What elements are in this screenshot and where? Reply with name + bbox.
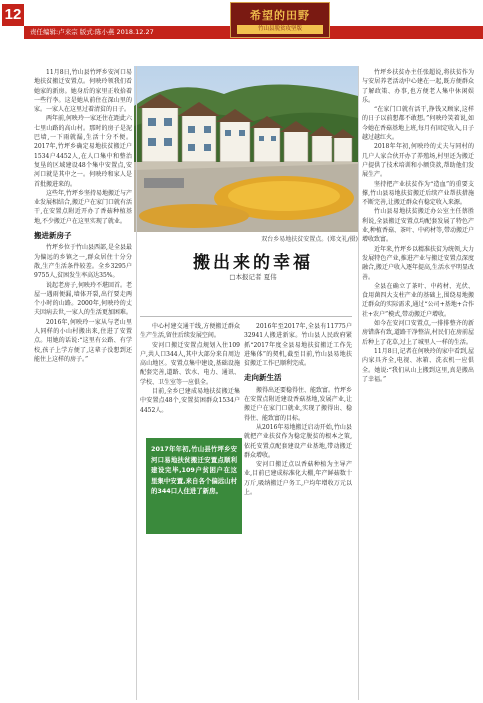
paragraph: 11月8日,竹山县竹坪乡安河口易地扶贫搬迁安置点。何映玲领我们看她家的新房。她身后的家里正收拾着一些行李。这是她从前住在深山里的家。一家人在这里过着清贫的日子。	[34, 69, 132, 114]
column-divider	[136, 66, 137, 700]
headline-rule	[140, 316, 352, 317]
article-column-4	[362, 68, 474, 700]
paragraph: 11月8日,记者在何映玲的家中看到,屋内家具齐全,电视、冰箱、洗衣机一应俱全。她说:“我们从山上搬到这里,真是搬出了幸福。”	[362, 347, 474, 383]
paragraph: 坚持把产业扶贫作为“造血”的重要支撑,竹山县易地扶贫搬迁后续产业帮扶措施不断完善,让搬迁群众有稳定收入来源。	[362, 180, 474, 207]
paragraph: 中心村建交通干线,方便搬迁群众生产生活,留住后续发展空间。	[140, 323, 240, 340]
section-banner	[230, 2, 330, 38]
page-number: 12	[2, 4, 24, 26]
paragraph: “在家门口就有活干,挣钱又顾家,这样的日子以前想都不敢想。”何映玲笑着说,如今她在香菇基地上班,每月有固定收入,日子越过越红火。	[362, 106, 474, 142]
paragraph: 这些年,竹坪乡坚持易地搬迁与产业发展相结合,搬迁户在家门口就有活干,在安置点附近开办了香菇种植基地,不少搬迁户在这里实现了就业。	[34, 189, 132, 225]
paragraph: 竹山县易地扶贫搬迁办公室主任蔡胜利说,全县搬迁安置点均配套发展了特色产业,种植香菇、茶叶、中药材等,带动搬迁户增收致富。	[362, 208, 474, 244]
paragraph: 2016年,何映玲一家从与老山里人同样的小山村搬出来,住进了安置点。用她的话说:“这里有公路、有学校,孩子上学方便了,这辈子没想到还能住上这样的房子。”	[34, 318, 132, 363]
paragraph: 竹坪乡位于竹山县西部,是全县最为偏远的乡镇之一,群众居住十分分散,生产生活条件较差。全乡3295户9755人,贫困发生率高达35%。	[34, 244, 132, 280]
editors-line: 责任编辑:卢来宗 版式:陈小燕 2018.12.27	[30, 28, 154, 36]
article-headline: 搬出来的幸福	[193, 253, 313, 273]
subheading: 走向新生活	[244, 373, 282, 383]
article-column-3	[244, 322, 352, 700]
section-title: 希望的田野	[250, 9, 310, 22]
paragraph: 全县在确立了茶叶、中药材、光伏、食用菌四大支柱产业的基础上,围绕易地搬迁群众的实际需求,通过“公司+基地+合作社+农户”模式,带动搬迁户增收。	[362, 282, 474, 318]
paragraph: 如今在安河口安置点,一排排整齐的新房错落有致,道路干净整洁,村民们在房前屋后种上了花草,过上了城里人一样的生活。	[362, 320, 474, 346]
article-photo	[134, 66, 358, 232]
highlight-box: 2017年年初,竹山县竹坪乡安河口易地扶贫搬迁安置点顺利建设完毕,109户贫困户在这里集中安置,来自各个偏远山村的344口人住进了新房。	[146, 438, 242, 534]
section-subtitle: 竹山县脱贫攻坚版	[237, 25, 323, 34]
article-column-1	[34, 68, 132, 700]
paragraph: 说起老房子,何映玲不堪回首。老屋一遇雨便漏,墙体开裂,出行要走两个小时的山路。2000年,何映玲的丈夫因病去世,一家人的生活更加困难。	[34, 281, 132, 317]
paragraph: 目前,全乡已建成易地扶贫搬迁集中安置点48个,安置贫困群众1534户4452人。	[140, 388, 240, 414]
photo-caption: 双台乡易地扶贫安置点。(郑文礼/摄)	[261, 236, 358, 243]
paragraph: 安河口搬迁点以香菇种植为主导产业,目前已建成标准化大棚,年产鲜菇数十万斤,吸纳搬迁户务工,户均年增收万元以上。	[244, 461, 352, 497]
subheading: 搬进新房子	[34, 231, 72, 241]
paragraph: 安河口搬迁安置点规划入住109户,共人口344人,其中大部分来自周边高山地区。安置点集中建设,基础设施配套完善,道路、饮水、电力、通讯、学校、卫生室等一应俱全。	[140, 341, 240, 386]
paragraph: 竹坪乡扶贫办主任张超说,将扶贫作为与安居养老活动中心建在一起,既方便群众了解政策、办事,也方便老人集中休闲娱乐。	[362, 69, 474, 104]
village-photo-illustration	[134, 66, 358, 232]
paragraph: 2016年至2017年,全县有11775户32941人搬进新家。竹山县人民政府紧抓“2017年度全县易地扶贫搬迁工作先进集体”的契机,截至目前,竹山县易地扶贫搬迁工作已顺利完成。	[244, 323, 352, 368]
paragraph: 从2016年易地搬迁启动开始,竹山县就把产业扶贫作为稳定脱贫的根本之策,依托安置点配套建设产业基地,带动搬迁群众增收。	[244, 423, 352, 459]
column-divider	[358, 66, 359, 700]
paragraph: 搬得出还要稳得住、能致富。竹坪乡在安置点附近建设香菇基地,发展产业,让搬迁户在家门口就业,实现了搬得出、稳得住、能致富的目标。	[244, 386, 352, 422]
paragraph: 近年来,竹坪乡以精准扶贫为统领,大力发展特色产业,推进产业与搬迁安置点深度融合,搬迁户收入逐年提高,生活水平明显改善。	[362, 245, 474, 281]
article-byline: □本报记者 夏伟	[229, 273, 277, 281]
page-header	[0, 0, 483, 40]
paragraph: 两年前,何映玲一家还住在距此六七里山路的高山村。那时的房子是泥巴墙,一下雨就漏,生活十分不便。2017年,竹坪乡确定易地扶贫搬迁户1534户4452人,在人口集中和整治复垦的区域建设48个集中安置点,安河口就是其中之一。何映玲和家人是首批搬进来的。	[34, 115, 132, 188]
paragraph: 2018年年初,何映玲的丈夫与同村的几户人家合伙开办了养殖场,村里还为搬迁户提供了技术培训和小额贷款,帮助他们发展生产。	[362, 143, 474, 179]
